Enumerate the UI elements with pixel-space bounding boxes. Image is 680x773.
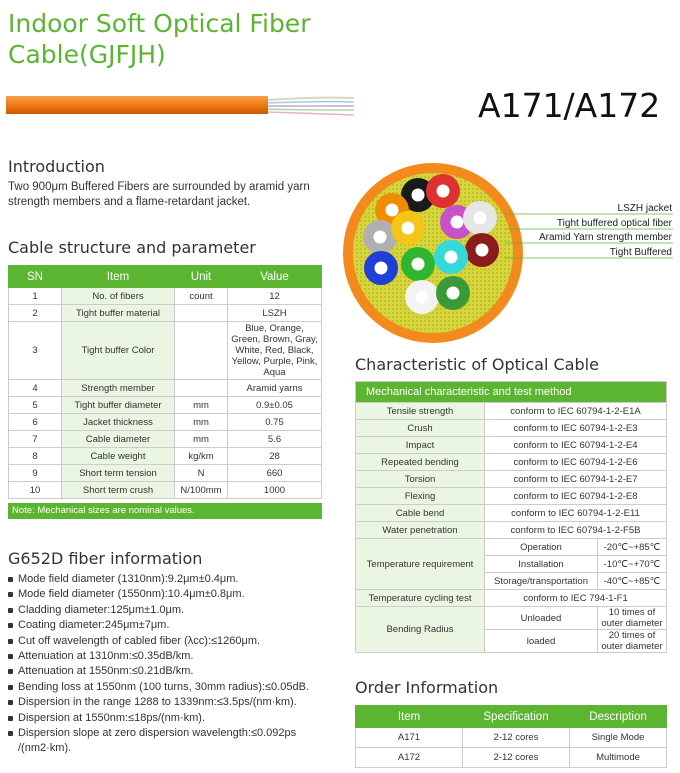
list-item	[8, 572, 348, 587]
col-sn: SN	[9, 266, 62, 288]
table-cell: Blue, Orange, Green, Brown, Gray, White, Red, Black, Yellow, Purple, Pink, Aqua	[228, 322, 322, 380]
table-row	[356, 488, 667, 505]
cable-illustration	[6, 88, 356, 124]
list-item	[8, 711, 348, 726]
list-item-text: Attenuation at 1550nm:≤0.21dB/km.	[18, 665, 194, 678]
table-cell: conform to IEC 60794-1-2-E7	[485, 471, 667, 488]
table-cell: 28	[228, 448, 322, 465]
table-cell: Flexing	[356, 488, 485, 505]
table-row	[9, 414, 322, 431]
table-cell: Crush	[356, 420, 485, 437]
list-item-text: Cladding diameter:125μm±1.0μm.	[18, 603, 185, 616]
col-item: Item	[62, 266, 175, 288]
table-cell: 2	[9, 305, 62, 322]
table-row	[9, 380, 322, 397]
list-item-text: Attenuation at 1310nm:≤0.35dB/km.	[18, 650, 194, 663]
table-row	[356, 454, 667, 471]
table-cell: Storage/transportation	[485, 573, 598, 590]
fiber-core	[402, 222, 415, 235]
table-cell: count	[175, 288, 228, 305]
list-item-text: Cut off wavelength of cabled fiber (λcc):≤1260μm.	[18, 634, 261, 647]
bullet-icon	[8, 639, 13, 644]
fiber-core	[474, 212, 487, 225]
table-row	[9, 322, 322, 380]
table-cell	[175, 380, 228, 397]
table-cell: 2-12 cores	[463, 748, 570, 768]
structure-note: Note: Mechanical sizes are nominal values.	[8, 503, 322, 519]
fiber-core	[445, 251, 458, 264]
table-cell: 6	[9, 414, 62, 431]
table-cell: N	[175, 465, 228, 482]
table-row	[356, 403, 667, 420]
cable-jacket	[6, 96, 268, 114]
table-cell: mm	[175, 397, 228, 414]
list-item-text: Dispersion slope at zero dispersion wavelength:≤0.092ps /(nm2·km).	[18, 727, 297, 755]
label-tight-buffered: Tight Buffered	[609, 247, 672, 258]
list-item-text: Coating diameter:245μm±7μm.	[18, 619, 170, 632]
list-item	[8, 634, 348, 649]
table-row	[356, 505, 667, 522]
table-cell: conform to IEC 60794-1-2-E6	[485, 454, 667, 471]
fiber-info-list	[8, 572, 348, 757]
table-cell: -20℃~+85℃	[598, 539, 667, 556]
table-row	[356, 539, 667, 556]
list-item	[8, 587, 348, 602]
bullet-icon	[8, 608, 13, 613]
table-row	[9, 397, 322, 414]
table-cell	[175, 305, 228, 322]
list-item-text: Bending loss at 1550nm (100 turns, 30mm radius):≤0.05dB.	[18, 680, 309, 693]
table-cell: N/100mm	[175, 482, 228, 499]
list-item	[8, 603, 348, 618]
characteristic-heading: Characteristic of Optical Cable	[355, 355, 599, 374]
fiber-core	[374, 231, 387, 244]
table-row	[9, 288, 322, 305]
table-row	[9, 482, 322, 499]
table-cell: 4	[9, 380, 62, 397]
table-cell: Short term crush	[62, 482, 175, 499]
title-line-1: Indoor Soft Optical Fiber	[8, 9, 311, 38]
fiber-info-heading: G652D fiber information	[8, 549, 203, 568]
table-cell: Impact	[356, 437, 485, 454]
table-cell: 10 times of outer diameter	[598, 607, 667, 630]
structure-table	[8, 265, 322, 499]
list-item	[8, 680, 348, 695]
list-item-text: Dispersion at 1550nm:≤18ps/(nm·km).	[18, 711, 205, 724]
fiber-core	[447, 287, 460, 300]
table-cell: 1000	[228, 482, 322, 499]
table-cell: kg/km	[175, 448, 228, 465]
table-row	[356, 590, 667, 607]
fiber-core	[476, 244, 489, 257]
table-cell: -40℃~+85℃	[598, 573, 667, 590]
table-row	[9, 431, 322, 448]
list-item	[8, 618, 348, 633]
list-item	[8, 726, 348, 757]
table-cell: Single Mode	[570, 728, 667, 748]
table-cell: Cable weight	[62, 448, 175, 465]
table-cell: Water penetration	[356, 522, 485, 539]
table-cell: 0.75	[228, 414, 322, 431]
table-cell: conform to IEC 60794-1-2-E3	[485, 420, 667, 437]
bullet-icon	[8, 669, 13, 674]
list-item-text: Mode field diameter (1550nm):10.4μm±0.8μm.	[18, 588, 245, 601]
table-cell: Jacket thickness	[62, 414, 175, 431]
fiber-core	[451, 216, 464, 229]
intro-heading: Introduction	[8, 157, 105, 176]
fiber-core	[412, 189, 425, 202]
table-cell: conform to IEC 60794-1-2-E4	[485, 437, 667, 454]
fiber-core	[375, 262, 388, 275]
page-title	[8, 8, 310, 70]
table-cell: Unloaded	[485, 607, 598, 630]
table-cell: 12	[228, 288, 322, 305]
list-item	[8, 695, 348, 710]
col-specification: Specification	[463, 706, 570, 728]
table-cell: A172	[356, 748, 463, 768]
list-item-text: Dispersion in the range 1288 to 1339nm:≤3.5ps/(nm·km).	[18, 696, 297, 709]
table-cell: 10	[9, 482, 62, 499]
list-item	[8, 649, 348, 664]
characteristic-table-header: Mechanical characteristic and test method	[356, 382, 667, 403]
table-row	[356, 420, 667, 437]
table-cell: 660	[228, 465, 322, 482]
table-cell: 0.9±0.05	[228, 397, 322, 414]
table-cell: Strength member	[62, 380, 175, 397]
table-row	[356, 728, 667, 748]
table-cell: Temperature cycling test	[356, 590, 485, 607]
table-row	[356, 437, 667, 454]
table-cell: Multimode	[570, 748, 667, 768]
table-cell: Temperature requirement	[356, 539, 485, 590]
table-cell	[175, 322, 228, 380]
col-value: Value	[228, 266, 322, 288]
table-cell: -10℃~+70℃	[598, 556, 667, 573]
table-cell: Installation	[485, 556, 598, 573]
table-cell: conform to IEC 60794-1-2-E8	[485, 488, 667, 505]
table-cell: A171	[356, 728, 463, 748]
fiber-core	[437, 185, 450, 198]
intro-text: Two 900μm Buffered Fibers are surrounded by aramid yarn strength members and a flame-retardant jacket.	[8, 181, 310, 208]
label-tight-buffered-fiber: Tight buffered optical fiber	[556, 218, 672, 229]
fiber-core	[386, 204, 399, 217]
bullet-icon	[8, 716, 13, 721]
table-cell: Repeated bending	[356, 454, 485, 471]
cable-cross-section	[340, 160, 530, 350]
model-number: A171/A172	[478, 86, 661, 125]
table-cell: Bending Radius	[356, 607, 485, 653]
table-cell: Torsion	[356, 471, 485, 488]
table-cell: conform to IEC 60794-1-2-E1A	[485, 403, 667, 420]
table-row	[9, 448, 322, 465]
table-cell: 5	[9, 397, 62, 414]
table-cell: Cable diameter	[62, 431, 175, 448]
col-order-item: Item	[356, 706, 463, 728]
table-cell: 5.6	[228, 431, 322, 448]
table-cell: Tight buffer material	[62, 305, 175, 322]
table-cell: Tight buffer Color	[62, 322, 175, 380]
table-cell: mm	[175, 414, 228, 431]
table-cell: 9	[9, 465, 62, 482]
table-cell: 3	[9, 322, 62, 380]
label-aramid-yarn: Aramid Yarn strength member	[538, 232, 672, 243]
table-cell: 2-12 cores	[463, 728, 570, 748]
bullet-icon	[8, 577, 13, 582]
table-cell: 7	[9, 431, 62, 448]
table-cell: Operation	[485, 539, 598, 556]
list-item-text: Mode field diameter (1310nm):9.2μm±0.4μm.	[18, 573, 239, 585]
table-cell: mm	[175, 431, 228, 448]
table-row	[356, 607, 667, 630]
table-cell: Cable bend	[356, 505, 485, 522]
bullet-icon	[8, 623, 13, 628]
fiber-core	[412, 258, 425, 271]
table-cell: loaded	[485, 630, 598, 653]
label-lszh-jacket: LSZH jacket	[617, 203, 672, 214]
table-cell: 8	[9, 448, 62, 465]
table-cell: Short term tension	[62, 465, 175, 482]
title-line-2: Cable(GJFJH)	[8, 40, 166, 69]
col-description: Description	[570, 706, 667, 728]
list-item	[8, 664, 348, 679]
table-row	[9, 465, 322, 482]
bullet-icon	[8, 731, 13, 736]
table-cell: conform to IEC 794-1-F1	[485, 590, 667, 607]
fiber-core	[416, 291, 429, 304]
order-heading: Order Information	[355, 678, 499, 697]
table-row	[356, 522, 667, 539]
order-table	[355, 705, 667, 768]
table-cell: conform to IEC 60794-1-2-E11	[485, 505, 667, 522]
table-cell: LSZH	[228, 305, 322, 322]
structure-heading: Cable structure and parameter	[8, 238, 256, 257]
table-cell: 1	[9, 288, 62, 305]
table-cell: conform to IEC 60794-1-2-F5B	[485, 522, 667, 539]
bullet-icon	[8, 654, 13, 659]
characteristic-table	[355, 381, 667, 653]
table-row	[356, 471, 667, 488]
table-cell: Tensile strength	[356, 403, 485, 420]
col-unit: Unit	[175, 266, 228, 288]
table-row	[9, 305, 322, 322]
bullet-icon	[8, 592, 13, 597]
table-row	[356, 748, 667, 768]
table-cell: No. of fibers	[62, 288, 175, 305]
table-cell: Aramid yarns	[228, 380, 322, 397]
table-cell: Tight buffer diameter	[62, 397, 175, 414]
table-cell: 20 times of outer diameter	[598, 630, 667, 653]
bullet-icon	[8, 685, 13, 690]
bullet-icon	[8, 700, 13, 705]
